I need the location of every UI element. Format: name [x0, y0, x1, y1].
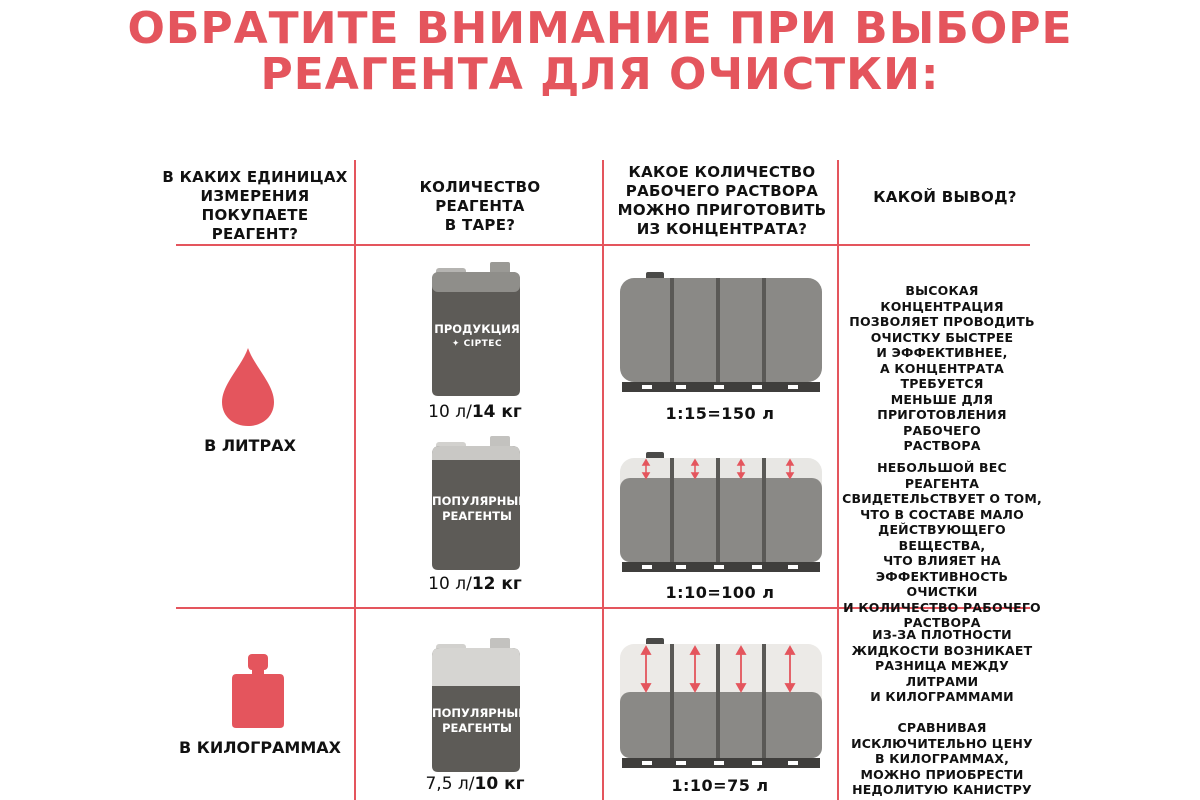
header-solution: КАКОЕ КОЛИЧЕСТВО РАБОЧЕГО РАСТВОРА МОЖНО ПРИГОТОВИТЬ ИЗ КОНЦЕНТРАТА?	[617, 163, 827, 238]
tank-3	[618, 636, 824, 772]
ratio-3: 1:10=75 л	[671, 776, 769, 795]
header-units: В КАКИХ ЕДИНИЦАХ ИЗМЕРЕНИЯ ПОКУПАЕТЕ РЕАГЕНТ?	[162, 168, 348, 243]
page-title-line-1: ОБРАТИТЕ ВНИМАНИЕ ПРИ ВЫБОРЕ	[127, 3, 1073, 54]
column-divider-3	[837, 160, 839, 800]
brand-ciptec: ✦ CIPTEC	[451, 339, 503, 349]
conclusion-3: ИЗ-ЗА ПЛОТНОСТИ ЖИДКОСТИ ВОЗНИКАЕТ РАЗНИЦА МЕЖДУ ЛИТРАМИ И КИЛОГРАММАМИ СРАВНИВАЯ ИСКЛЮЧИТЕЛЬНО ЦЕНУ В КИЛОГРАММАХ, МОЖНО ПРИОБРЕСТИ НЕДОЛИТУЮ КАНИСТРУ	[851, 627, 1033, 797]
ratio-1: 1:15=150 л	[665, 404, 775, 423]
page-title-line-2: РЕАГЕНТА ДЛЯ ОЧИСТКИ:	[260, 49, 940, 100]
header-conclusion: КАКОЙ ВЫВОД?	[873, 188, 1017, 206]
canister-popular-2	[426, 636, 526, 774]
volume-weight-3: 7,5 л/10 кг	[425, 774, 525, 794]
tank-1	[618, 270, 824, 396]
unit-liters: В ЛИТРАХ	[204, 436, 296, 455]
conclusion-2: НЕБОЛЬШОЙ ВЕС РЕАГЕНТА СВИДЕТЕЛЬСТВУЕТ О ТОМ, ЧТО В СОСТАВЕ МАЛО ДЕЙСТВУЮЩЕГО ВЕЩЕСТВА, ЧТО ВЛИЯЕТ НА ЭФФЕКТИВНОСТЬ ОЧИСТКИ И КОЛИЧЕСТВО РАБОЧЕГО РАСТВОРА	[842, 460, 1042, 630]
unit-kilograms: В КИЛОГРАММАХ	[179, 738, 341, 757]
volume-weight-2: 10 л/12 кг	[428, 574, 522, 594]
conclusion-1: ВЫСОКАЯ КОНЦЕНТРАЦИЯ ПОЗВОЛЯЕТ ПРОВОДИТЬ ОЧИСТКУ БЫСТРЕЕ И ЭФФЕКТИВНЕЕ, А КОНЦЕНТРАТА ТРЕБУЕТСЯ МЕНЬШЕ ДЛЯ ПРИГОТОВЛЕНИЯ РАБОЧЕГО РАСТВОРА	[849, 283, 1035, 453]
drop-icon	[218, 346, 278, 428]
canister-label-2: ПОПУЛЯРНЫЕ РЕАГЕНТЫ	[432, 494, 527, 523]
ratio-2: 1:10=100 л	[665, 583, 775, 602]
canister-label-1: ПРОДУКЦИЯ ✦ CIPTEC	[432, 322, 522, 352]
column-divider-1	[354, 160, 356, 800]
volume-weight-1: 10 л/14 кг	[428, 402, 522, 422]
column-divider-2	[602, 160, 604, 800]
tank-2	[618, 450, 824, 576]
header-quantity: КОЛИЧЕСТВО РЕАГЕНТА В ТАРЕ?	[419, 178, 541, 234]
canister-label-3: ПОПУЛЯРНЫЕ РЕАГЕНТЫ	[432, 706, 527, 735]
weight-icon	[228, 652, 288, 730]
